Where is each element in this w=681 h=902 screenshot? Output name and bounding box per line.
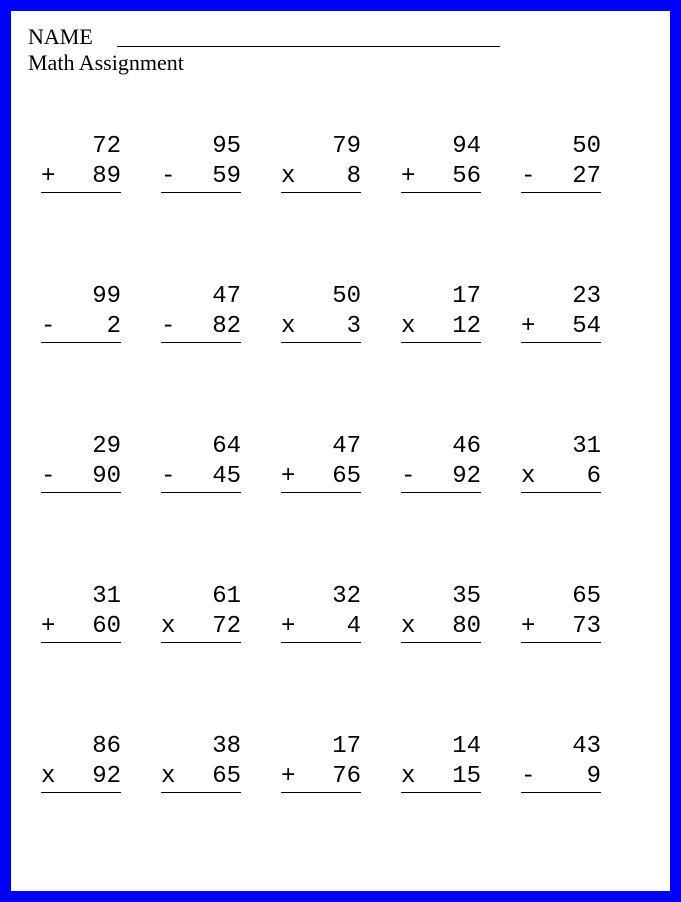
operator-row <box>161 762 241 793</box>
second-operand: 54 <box>572 313 601 340</box>
operator-sign: - <box>521 163 536 190</box>
operator-sign: - <box>161 313 176 340</box>
operator-sign: + <box>281 763 296 790</box>
second-operand: 82 <box>212 313 241 340</box>
first-operand: 17 <box>332 733 361 760</box>
operator-row <box>41 162 121 193</box>
problem-1-5 <box>521 132 601 193</box>
second-operand: 8 <box>346 163 361 190</box>
first-operand: 43 <box>572 733 601 760</box>
problem-3-4 <box>401 432 481 493</box>
second-operand: 72 <box>212 613 241 640</box>
operator-row <box>41 762 121 793</box>
operator-row <box>161 162 241 193</box>
first-operand: 47 <box>332 433 361 460</box>
second-operand: 4 <box>346 613 361 640</box>
second-operand: 6 <box>586 463 601 490</box>
operator-row <box>281 462 361 493</box>
operator-sign: x <box>401 613 416 640</box>
operator-sign: + <box>281 613 296 640</box>
problem-3-1 <box>41 432 121 493</box>
problem-3-3 <box>281 432 361 493</box>
operator-row <box>281 162 361 193</box>
first-operand: 64 <box>212 433 241 460</box>
operator-sign: + <box>41 613 56 640</box>
first-operand: 65 <box>572 583 601 610</box>
first-operand: 31 <box>92 583 121 610</box>
operator-sign: x <box>521 463 536 490</box>
problem-5-2 <box>161 732 241 793</box>
first-operand: 79 <box>332 133 361 160</box>
second-operand: 89 <box>92 163 121 190</box>
second-operand: 56 <box>452 163 481 190</box>
second-operand: 92 <box>92 763 121 790</box>
operator-sign: x <box>281 163 296 190</box>
first-operand: 95 <box>212 133 241 160</box>
first-operand: 14 <box>452 733 481 760</box>
problem-5-1 <box>41 732 121 793</box>
first-operand: 94 <box>452 133 481 160</box>
first-operand: 38 <box>212 733 241 760</box>
second-operand: 80 <box>452 613 481 640</box>
operator-sign: - <box>521 763 536 790</box>
problem-2-2 <box>161 282 241 343</box>
second-operand: 92 <box>452 463 481 490</box>
second-operand: 59 <box>212 163 241 190</box>
first-operand: 17 <box>452 283 481 310</box>
second-operand: 45 <box>212 463 241 490</box>
first-operand: 31 <box>572 433 601 460</box>
problem-1-2 <box>161 132 241 193</box>
operator-row <box>281 612 361 643</box>
problem-2-1 <box>41 282 121 343</box>
second-operand: 2 <box>106 313 121 340</box>
operator-sign: x <box>281 313 296 340</box>
operator-sign: - <box>161 463 176 490</box>
second-operand: 9 <box>586 763 601 790</box>
operator-sign: - <box>41 313 56 340</box>
operator-row <box>521 762 601 793</box>
first-operand: 50 <box>572 133 601 160</box>
operator-sign: + <box>41 163 56 190</box>
operator-sign: x <box>401 313 416 340</box>
second-operand: 90 <box>92 463 121 490</box>
problem-2-4 <box>401 282 481 343</box>
problem-5-4 <box>401 732 481 793</box>
first-operand: 99 <box>92 283 121 310</box>
operator-row <box>401 312 481 343</box>
first-operand: 72 <box>92 133 121 160</box>
second-operand: 27 <box>572 163 601 190</box>
problem-4-3 <box>281 582 361 643</box>
problem-5-5 <box>521 732 601 793</box>
second-operand: 3 <box>346 313 361 340</box>
operator-sign: x <box>161 613 176 640</box>
first-operand: 50 <box>332 283 361 310</box>
second-operand: 60 <box>92 613 121 640</box>
operator-row <box>41 612 121 643</box>
operator-row <box>401 462 481 493</box>
first-operand: 61 <box>212 583 241 610</box>
problem-5-3 <box>281 732 361 793</box>
problem-1-3 <box>281 132 361 193</box>
operator-row <box>521 612 601 643</box>
second-operand: 12 <box>452 313 481 340</box>
operator-row <box>161 462 241 493</box>
operator-sign: - <box>161 163 176 190</box>
name-label-text: NAME <box>28 24 93 49</box>
operator-row <box>521 162 601 193</box>
first-operand: 23 <box>572 283 601 310</box>
problem-4-4 <box>401 582 481 643</box>
operator-row <box>281 762 361 793</box>
problem-4-5 <box>521 582 601 643</box>
operator-row <box>401 612 481 643</box>
problem-2-5 <box>521 282 601 343</box>
operator-row <box>161 612 241 643</box>
assignment-title: Math Assignment <box>28 50 184 75</box>
problem-3-2 <box>161 432 241 493</box>
operator-sign: + <box>281 463 296 490</box>
problem-4-2 <box>161 582 241 643</box>
operator-row <box>521 312 601 343</box>
first-operand: 47 <box>212 283 241 310</box>
operator-row <box>401 762 481 793</box>
operator-sign: + <box>401 163 416 190</box>
problem-4-1 <box>41 582 121 643</box>
second-operand: 73 <box>572 613 601 640</box>
operator-row <box>41 462 121 493</box>
operator-row <box>521 462 601 493</box>
operator-row <box>401 162 481 193</box>
second-operand: 65 <box>332 463 361 490</box>
first-operand: 86 <box>92 733 121 760</box>
second-operand: 15 <box>452 763 481 790</box>
second-operand: 76 <box>332 763 361 790</box>
operator-sign: - <box>41 463 56 490</box>
operator-sign: + <box>521 313 536 340</box>
problem-2-3 <box>281 282 361 343</box>
operator-sign: + <box>521 613 536 640</box>
first-operand: 46 <box>452 433 481 460</box>
operator-sign: x <box>41 763 56 790</box>
first-operand: 35 <box>452 583 481 610</box>
first-operand: 32 <box>332 583 361 610</box>
problem-1-1 <box>41 132 121 193</box>
operator-sign: x <box>401 763 416 790</box>
second-operand: 65 <box>212 763 241 790</box>
operator-row <box>41 312 121 343</box>
operator-row <box>161 312 241 343</box>
operator-sign: x <box>161 763 176 790</box>
first-operand: 29 <box>92 433 121 460</box>
operator-row <box>281 312 361 343</box>
problem-1-4 <box>401 132 481 193</box>
problem-3-5 <box>521 432 601 493</box>
operator-sign: - <box>401 463 416 490</box>
